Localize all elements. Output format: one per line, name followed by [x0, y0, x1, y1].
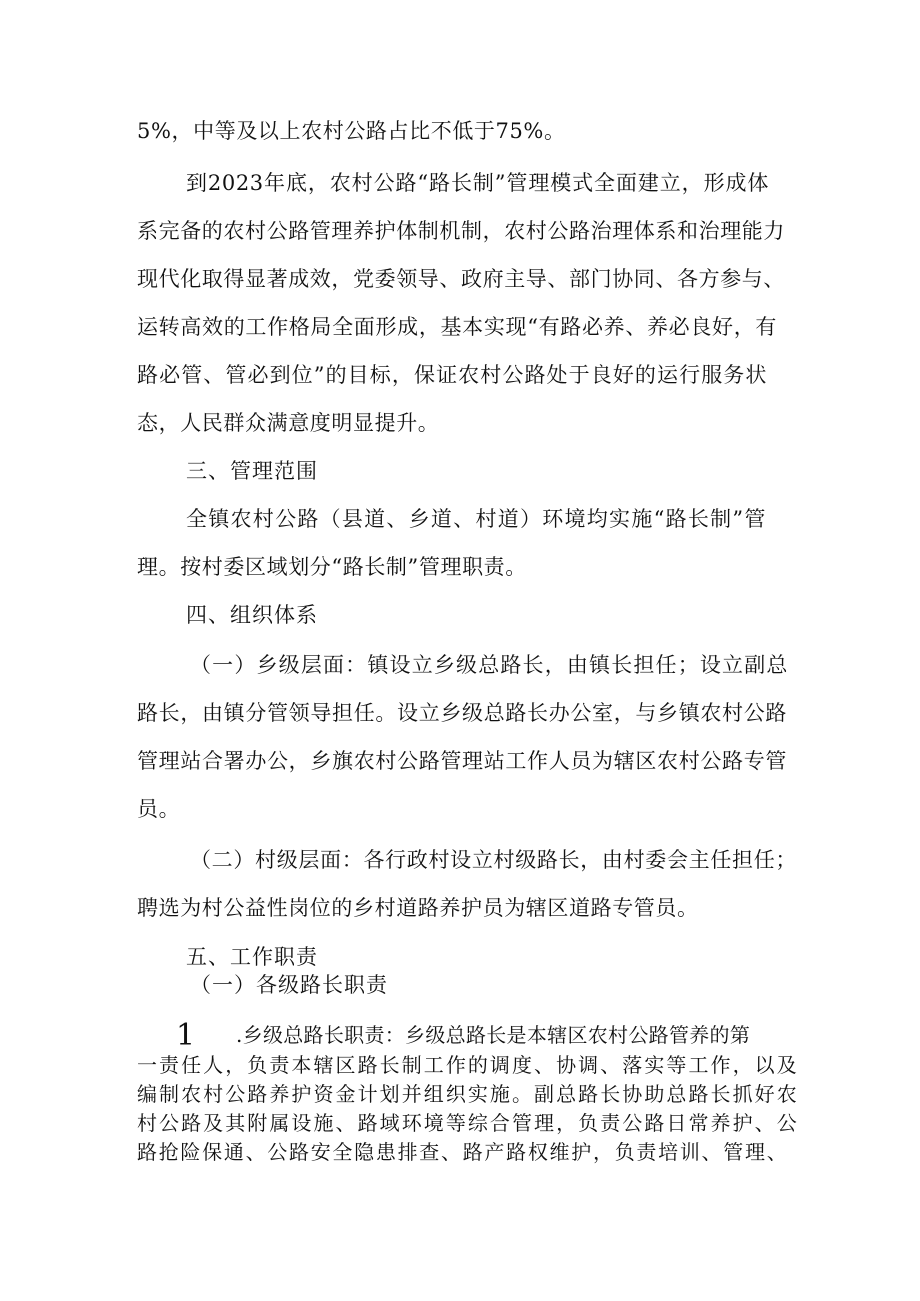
paragraph-line: 路长，由镇分管领导担任。设立乡级总路长办公室，与乡镇农村公路: [137, 701, 787, 725]
paragraph-line: 现代化取得显著成效，党委领导、政府主导、部门协同、各方参与、: [137, 267, 785, 291]
subsection-heading: （一）各级路长职责: [190, 973, 388, 997]
paragraph-line: 系完备的农村公路管理养护体制机制，农村公路治理体系和治理能力: [137, 219, 785, 243]
paragraph-line: 编制农村公路养护资金计划并组织实施。副总路长协助总路长抓好农: [137, 1082, 797, 1106]
section-heading: 四、组织体系: [186, 603, 318, 627]
item-number: 1: [176, 1018, 196, 1053]
section-heading: 五、工作职责: [186, 945, 318, 969]
paragraph-line: （二）村级层面：各行政村设立村级路长，由村委会主任担任；: [190, 848, 797, 872]
paragraph-line: 员。: [137, 797, 181, 821]
paragraph-line: 村公路及其附属设施、路域环境等综合管理，负责公路日常养护、公: [137, 1111, 797, 1135]
paragraph-line: 聘选为村公益性岗位的乡村道路养护员为辖区道路专管员。: [137, 896, 699, 920]
paragraph-line: 管理站合署办公，乡旗农村公路管理站工作人员为辖区农村公路专管: [137, 749, 787, 773]
numbered-item-line: [176, 1020, 800, 1051]
section-heading: 三、管理范围: [186, 459, 318, 483]
paragraph-line: 一责任人，负责本辖区路长制工作的调度、协调、落实等工作，以及: [137, 1053, 797, 1077]
paragraph-line: 5%，中等及以上农村公路占比不低于75%。: [137, 119, 566, 143]
paragraph-line: 态，人民群众满意度明显提升。: [137, 411, 440, 435]
paragraph-line: 运转高效的工作格局全面形成，基本实现“有路必养、养必良好，有: [137, 315, 777, 339]
paragraph-line: 理。按村委区域划分“路长制”管理职责。: [137, 555, 527, 579]
paragraph-line: 路必管、管必到位”的目标，保证农村公路处于良好的运行服务状: [137, 363, 767, 387]
item-text: .乡级总路长职责：乡级总路长是本辖区农村公路管养的第: [236, 1023, 751, 1047]
paragraph-line: 路抢险保通、公路安全隐患排查、路产路权维护，负责培训、管理、: [137, 1140, 787, 1164]
paragraph-line: 全镇农村公路（县道、乡道、村道）环境均实施“路长制”管: [186, 507, 766, 531]
paragraph-line: 到2023年底，农村公路“路长制”管理模式全面建立，形成体: [186, 171, 769, 195]
paragraph-line: （一）乡级层面：镇设立乡级总路长，由镇长担任；设立副总: [190, 653, 788, 677]
